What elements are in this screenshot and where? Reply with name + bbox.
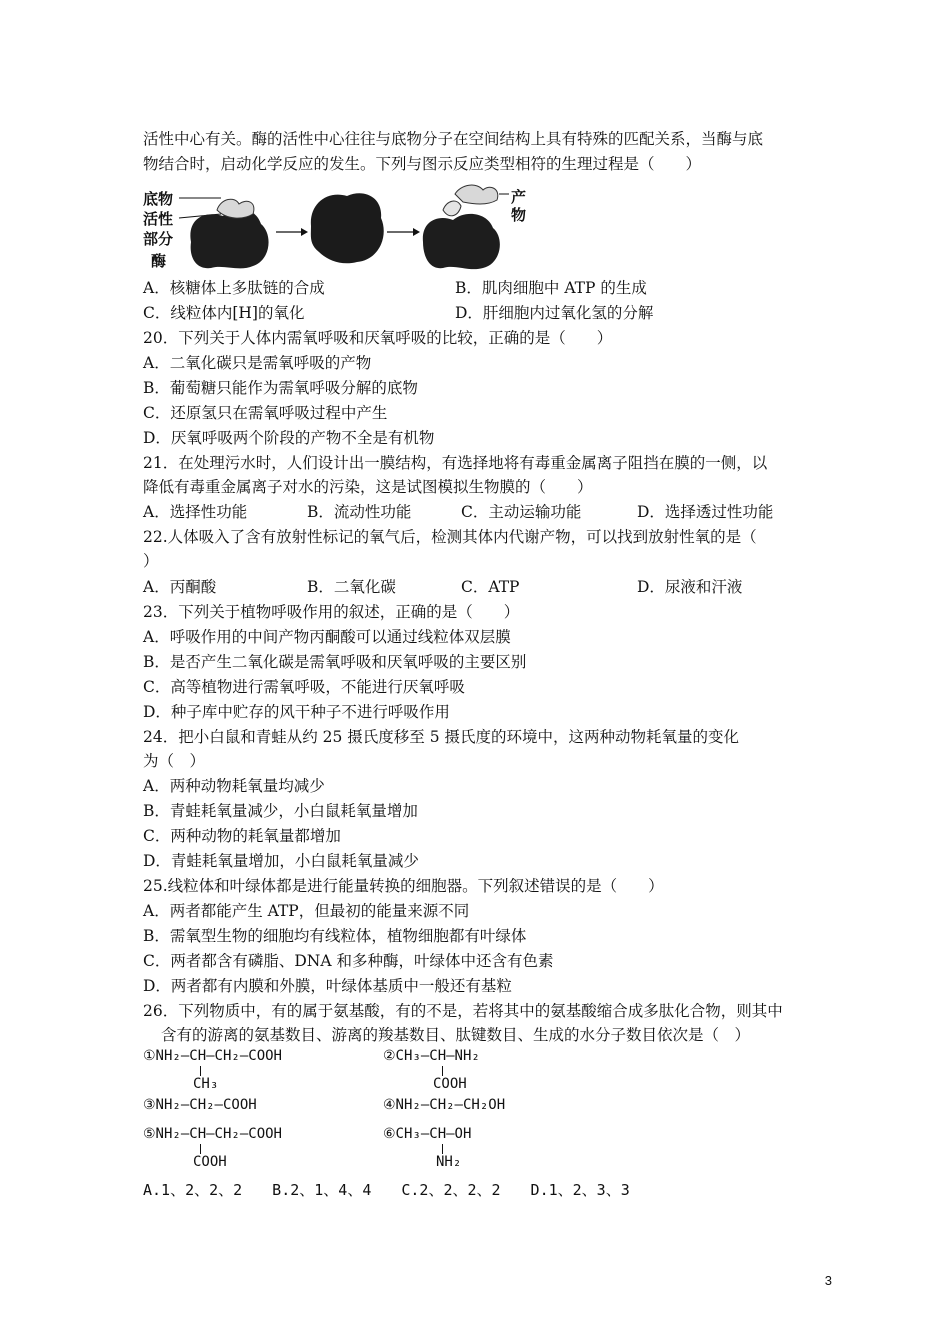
q23-option-b: B．是否产生二氧化碳是需氧呼吸和厌氧呼吸的主要区别 [143, 653, 527, 671]
q26-answer-options: A.1、2、2、2 B.2、1、4、4 C.2、2、2、2 D.1、2、3、3 [143, 1181, 630, 1199]
q26-stem-2: 含有的游离的氨基数目、游离的羧基数目、肽键数目、生成的水分子数目依次是（ ） [161, 1026, 751, 1044]
figure-label-product-1: 产 [511, 188, 527, 206]
q22-option-c: C．ATP [461, 578, 520, 596]
q24-stem-1: 24．把小白鼠和青蛙从约 25 摄氏度移至 5 摄氏度的环境中，这两种动物耗氧量的变化 [143, 728, 740, 746]
q22-stem-1: 22.人体吸入了含有放射性标记的氧气后，检测其体内代谢产物，可以找到放射性氧的是（ [143, 528, 757, 546]
q22-option-b: B．二氧化碳 [307, 578, 396, 596]
enzyme-diagram [143, 180, 543, 275]
compound-6-sub: NH₂ [436, 1154, 462, 1170]
compound-6: ⑥CH₃—CH—OH [383, 1126, 472, 1142]
q25-option-c: C．两者都含有磷脂、DNA 和多种酶，叶绿体中还含有色素 [143, 952, 554, 970]
figure-label-product-2: 物 [511, 206, 527, 224]
compound-4: ④NH₂—CH₂—CH₂OH [383, 1097, 506, 1113]
q20-option-b: B．葡萄糖只能作为需氧呼吸分解的底物 [143, 379, 418, 397]
q19-option-b: B．肌肉细胞中 ATP 的生成 [455, 279, 647, 297]
q19-option-d: D．肝细胞内过氧化氢的分解 [455, 304, 654, 322]
q23-option-a: A．呼吸作用的中间产物丙酮酸可以通过线粒体双层膜 [143, 628, 511, 646]
q22-option-a: A．丙酮酸 [143, 578, 217, 596]
compound-2-sub: COOH [433, 1076, 467, 1092]
figure-label-active: 活性 [143, 210, 174, 228]
enzyme-figure [143, 180, 543, 275]
q21-option-a: A．选择性功能 [143, 503, 248, 521]
figure-label-enzyme: 酶 [151, 252, 167, 270]
q20-stem: 20．下列关于人体内需氧呼吸和厌氧呼吸的比较，正确的是（ ） [143, 329, 613, 347]
compound-2: ②CH₃—CH—NH₂ [383, 1048, 480, 1064]
figure-label-substrate: 底物 [143, 190, 174, 208]
q21-option-b: B．流动性功能 [307, 503, 412, 521]
compound-5: ⑤NH₂—CH—CH₂—COOH [143, 1126, 282, 1142]
q20-option-c: C．还原氢只在需氧呼吸过程中产生 [143, 404, 388, 422]
q24-option-c: C．两种动物的耗氧量都增加 [143, 827, 341, 845]
q25-option-b: B．需氧型生物的细胞均有线粒体，植物细胞都有叶绿体 [143, 927, 527, 945]
q25-option-d: D．两者都有内膜和外膜，叶绿体基质中一般还有基粒 [143, 977, 512, 995]
figure-label-part: 部分 [143, 230, 174, 248]
q21-option-d: D．选择透过性功能 [637, 503, 774, 521]
intro-line-2: 物结合时，启动化学反应的发生。下列与图示反应类型相符的生理过程是（ ） [143, 155, 702, 173]
compound-1: ①NH₂—CH—CH₂—COOH [143, 1048, 282, 1064]
q24-option-d: D．青蛙耗氧量增加，小白鼠耗氧量减少 [143, 852, 419, 870]
q20-option-a: A．二氧化碳只是需氧呼吸的产物 [143, 354, 372, 372]
q21-option-c: C．主动运输功能 [461, 503, 582, 521]
compound-5-sub: COOH [193, 1154, 227, 1170]
q21-stem-1: 21．在处理污水时，人们设计出一膜结构，有选择地将有毒重金属离子阻挡在膜的一侧，以 [143, 454, 768, 472]
q22-stem-2: ） [143, 552, 159, 570]
q24-option-a: A．两种动物耗氧量均减少 [143, 777, 325, 795]
q20-option-d: D．厌氧呼吸两个阶段的产物不全是有机物 [143, 429, 435, 447]
q23-option-c: C．高等植物进行需氧呼吸，不能进行厌氧呼吸 [143, 678, 465, 696]
q26-stem-1: 26．下列物质中，有的属于氨基酸，有的不是，若将其中的氨基酸缩合成多肽化合物，则其中 [143, 1002, 783, 1020]
q19-option-c: C．线粒体内[H]的氧化 [143, 304, 305, 322]
compound-6-bond [442, 1144, 443, 1154]
q19-option-a: A．核糖体上多肽链的合成 [143, 279, 325, 297]
q21-stem-2: 降低有毒重金属离子对水的污染，这是试图模拟生物膜的（ ） [143, 478, 593, 496]
q24-stem-2: 为（ ） [143, 752, 206, 770]
compound-5-bond [200, 1144, 201, 1154]
compound-1-sub: CH₃ [193, 1076, 219, 1092]
q23-option-d: D．种子库中贮存的风干种子不进行呼吸作用 [143, 703, 450, 721]
q23-stem: 23．下列关于植物呼吸作用的叙述，正确的是（ ） [143, 603, 520, 621]
q25-stem: 25.线粒体和叶绿体都是进行能量转换的细胞器。下列叙述错误的是（ ） [143, 877, 664, 895]
compound-2-bond [442, 1066, 443, 1076]
compound-1-bond [200, 1066, 201, 1076]
q24-option-b: B．青蛙耗氧量减少，小白鼠耗氧量增加 [143, 802, 418, 820]
intro-line-1: 活性中心有关。酶的活性中心往往与底物分子在空间结构上具有特殊的匹配关系，当酶与底 [143, 130, 764, 148]
q25-option-a: A．两者都能产生 ATP，但最初的能量来源不同 [143, 902, 470, 920]
page-number: 3 [824, 1273, 832, 1288]
q22-option-d: D．尿液和汗液 [637, 578, 743, 596]
compound-3: ③NH₂—CH₂—COOH [143, 1097, 257, 1113]
